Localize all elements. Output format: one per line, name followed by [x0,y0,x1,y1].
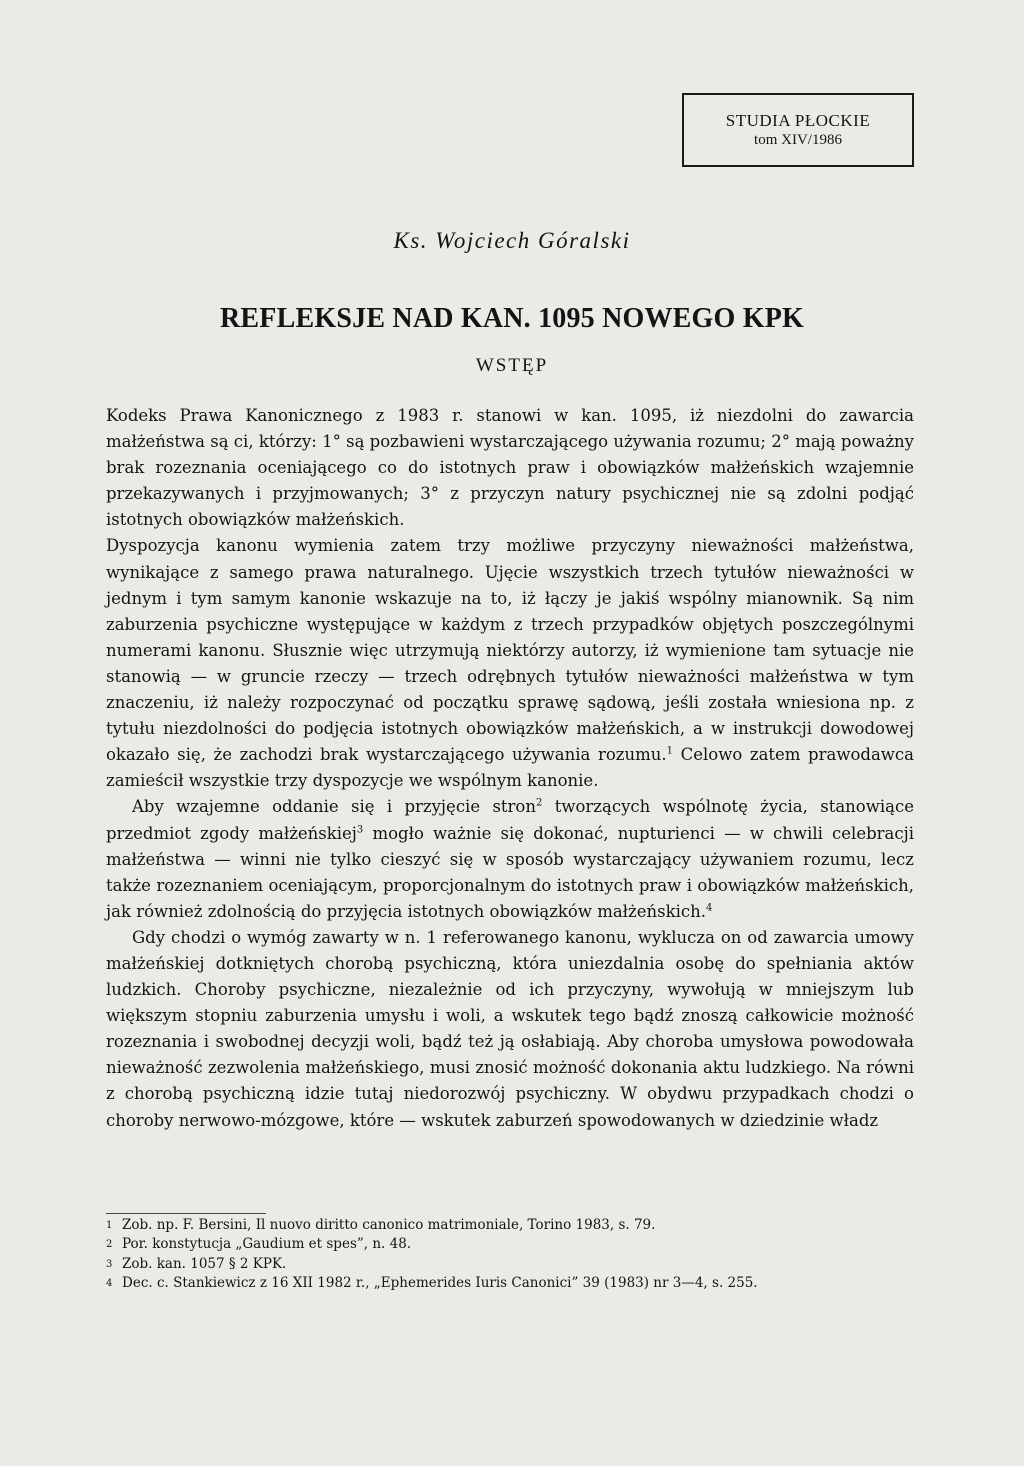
footnote-separator [106,1213,266,1214]
footnotes [106,1216,914,1294]
paragraph-3 [106,794,914,924]
paragraph-text: Dyspozycja kanonu wymienia zatem trzy możliwe przyczyny nieważności małżeństwa, wynikające z samego prawa naturalnego. Ujęcie wszystkich trzech tytułów nieważności w jednym i tym samym kanonie wskazuje na to, iż łączy je jakiś wspólny mianownik. Są nim zaburzenia psychiczne występujące w każdym z trzech przypadków objętych poszczególnymi numerami kanonu. Słusznie więc utrzymują niektórzy autorzy, iż wymienione tam sytuacje nie stanowią — w gruncie rzeczy — trzech odrębnych tytułów nieważności małżeństwa w tym znaczeniu, iż należy rozpoczynać od początku sprawę sądową, jeśli została wniesiona np. z tytułu niezdolności do podjęcia istotnych obowiązków małżeńskich, a w instrukcji dowodowej okazało się, że zachodzi brak wystarczającego używania rozumu. [106,536,914,765]
footnote-1 [106,1216,914,1235]
footnote-text: Zob. kan. 1057 § 2 KPK. [122,1255,287,1272]
footnote-2 [106,1235,914,1254]
paragraph-1 [106,403,914,533]
footnote-text: Dec. c. Stankiewicz z 16 XII 1982 r., „Ephemerides Iuris Canonici” 39 (1983) nr 3—4, s. 255. [122,1275,758,1292]
footnote-mark: 3 [106,1258,113,1270]
footnote-text: Zob. np. F. Bersini, Il nuovo diritto canonico matrimoniale, Torino 1983, s. 79. [122,1217,656,1233]
section-heading: WSTĘP [475,355,549,376]
article-title: REFLEKSJE NAD KAN. 1095 NOWEGO KPK [220,303,804,334]
journal-info-box [682,93,914,167]
footnote-ref[interactable]: 1 [666,745,674,757]
paragraph-text: Gdy chodzi o wymóg zawarty w n. 1 referowanego kanonu, wyklucza on od zawarcia umowy małżeńskiej dotkniętych chorobą psychiczną, która uniezdalnia osobę do spełniania aktów ludzkich. Choroby psychiczne, niezależnie od ich przyczyny, wywołują w mniejszym lub większym stopniu zaburzenia umysłu i woli, a wskutek tego bądź znoszą całkowicie możność rozeznania i swobodnej decyzji woli, bądź też ją osłabiają. Aby choroba umysłowa powodowała nieważność zezwolenia małżeńskiego, musi znosić możność dokonania aktu ludzkiego. Na równi z chorobą psychiczną idzie tutaj niedorozwój psychiczny. W obydwu przypadkach chodzi o choroby nerwowo-mózgowe, które — wskutek zaburzeń spowodowanych w dziedzinie władz [106,927,914,1130]
footnote-4 [106,1274,914,1293]
footnote-3 [106,1255,914,1274]
footnote-ref[interactable]: 3 [356,824,364,835]
footnote-ref[interactable]: 4 [705,902,713,914]
journal-volume: tom XIV/1986 [754,132,842,149]
article-author: Ks. Wojciech Góralski [393,228,631,253]
paragraph-text: tworzących wspólnotę życia, stanowiące przedmiot zgody małżeńskiej [106,797,914,843]
footnote-mark: 4 [106,1278,113,1290]
paragraph-text: Kodeks Prawa Kanonicznego z 1983 r. stanowi w kan. 1095, iż niezdolni do zawarcia małżeństwa są ci, którzy: 1° są pozbawieni wystarczającego używania rozumu; 2° mają poważny brak rozeznania oceniającego co do istotnych praw i obowiązków małżeńskich wzajemnie przekazywanych i przyjmowanych; 3° z przyczyn natury psychicznej nie są zdolni podjąć istotnych obowiązków małżeńskich. [106,406,914,530]
article-body [106,403,914,1134]
footnote-mark: 2 [106,1239,113,1251]
journal-name: STUDIA PŁOCKIE [725,111,871,130]
paragraph-2 [106,533,914,794]
paragraph-text: mogło ważnie się dokonać, nupturienci — w chwili celebracji małżeństwa — winni nie tylko cieszyć się w sposób wystarczający używaniem rozumu, lecz także rozeznaniem oceniającym, proporcjonalnym do istotnych praw i obowiązków małżeńskich, jak również zdolnością do przyjęcia istotnych obowiązków małżeńskich. [106,823,915,921]
paragraph-text: Aby wzajemne oddanie się i przyjęcie stron [132,797,536,817]
footnote-ref[interactable]: 2 [536,797,543,809]
footnote-text: Por. konstytucja „Gaudium et spes”, n. 48. [122,1236,412,1253]
paragraph-4 [106,925,914,1134]
paragraph-text: Celowo zatem prawodawca zamieścił wszystkie trzy dyspozycje we wspólnym kanonie. [106,745,914,791]
footnote-mark: 1 [106,1220,113,1231]
